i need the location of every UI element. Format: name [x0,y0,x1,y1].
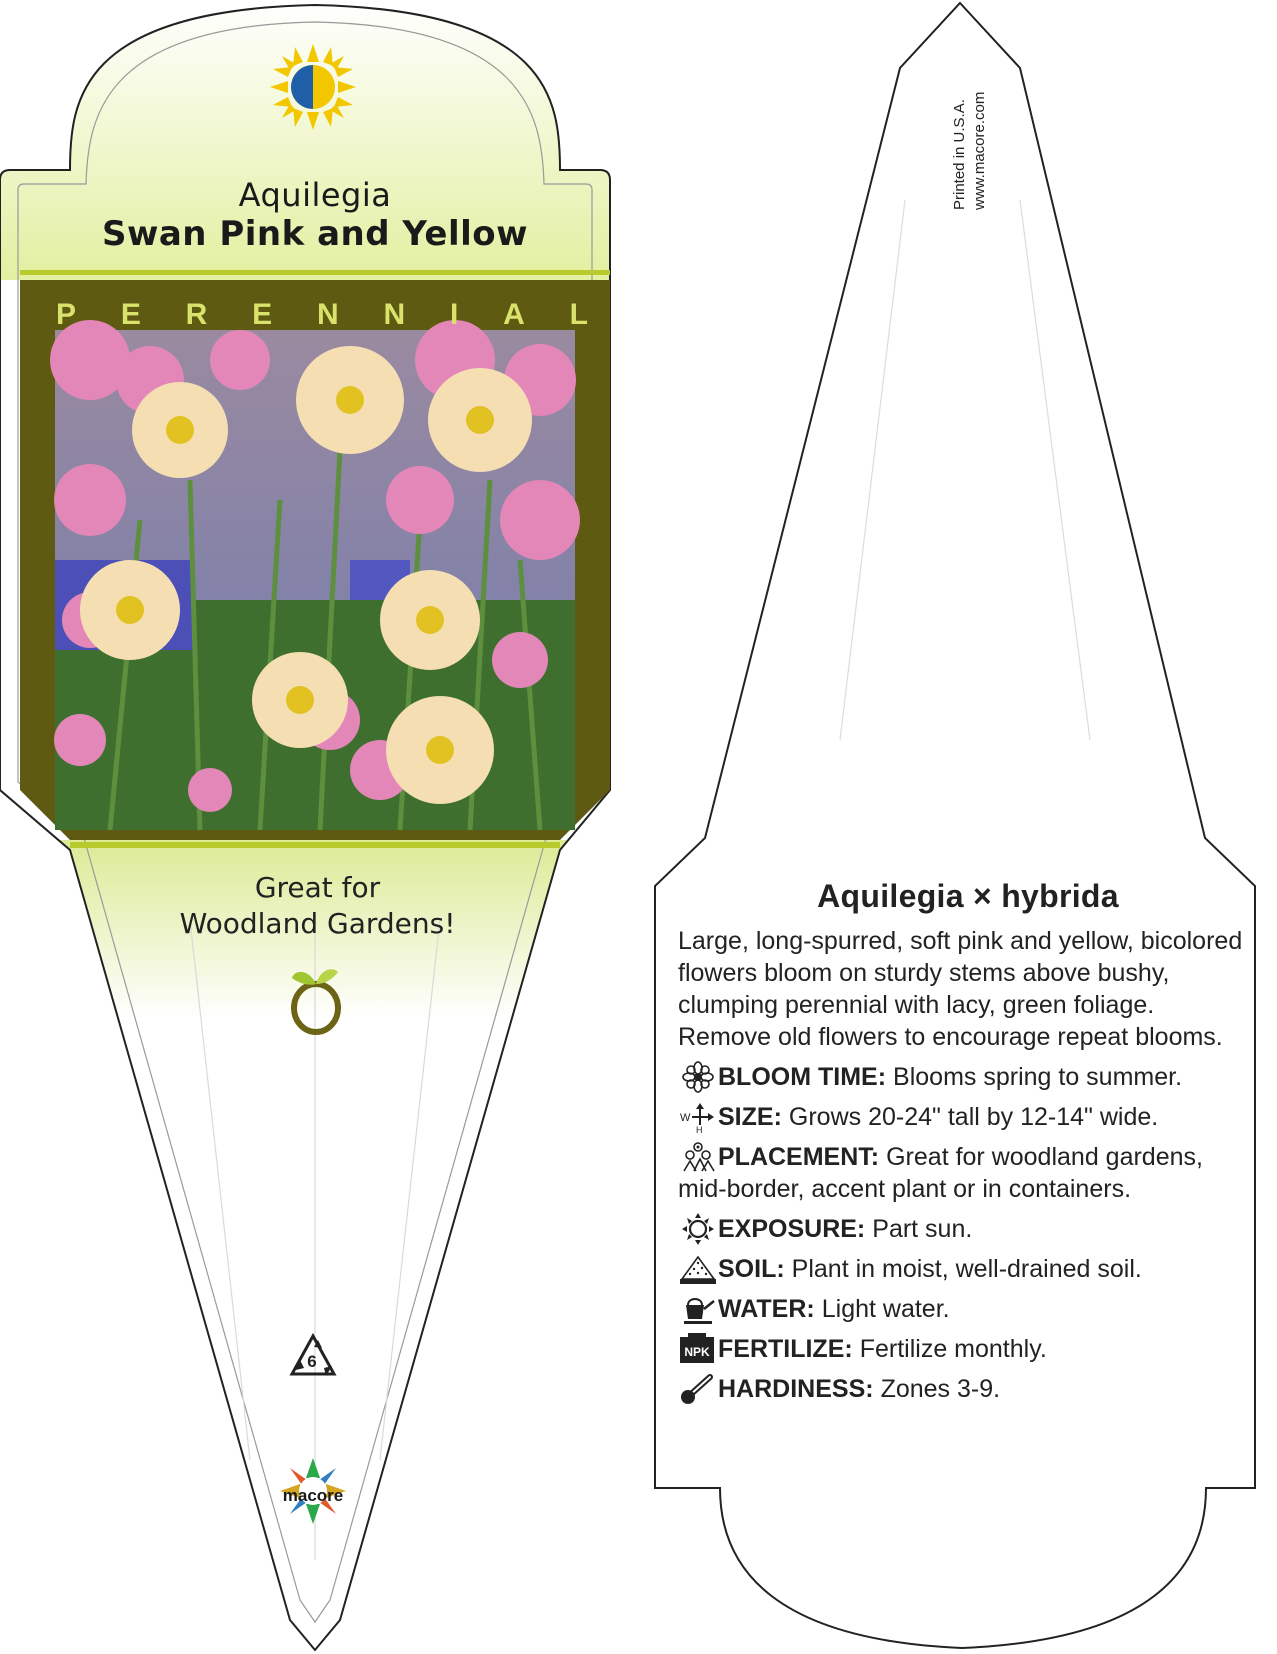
scientific-name: Aquilegia × hybrida [817,878,1119,914]
recycle-number: 6 [307,1352,317,1371]
care-label: HARDINESS: [718,1375,874,1403]
care-bloom-time [678,1061,1258,1093]
soil-icon [678,1253,718,1285]
care-text: Plant in moist, well-drained soil. [791,1255,1142,1283]
care-label: FERTILIZE: [718,1335,853,1363]
back-content [678,878,1258,1405]
plant-cultivar: Swan Pink and Yellow [101,214,529,254]
care-text: Grows 20-24" tall by 12-14" wide. [788,1103,1159,1131]
npk-icon [678,1333,718,1365]
care-text: Fertilize monthly. [859,1335,1047,1363]
care-text: Part sun. [872,1215,973,1243]
thermometer-icon [678,1373,718,1405]
care-label: SIZE: [718,1103,782,1131]
plant-genus: Aquilegia [238,176,392,214]
care-placement-continued: mid-border, accent plant or in containers. [678,1175,1132,1203]
care-soil [678,1253,1258,1285]
printed-in: Printed in U.S.A. [951,99,968,210]
care-size [678,1101,1258,1133]
care-label: SOIL: [718,1255,785,1283]
care-placement [678,1141,1258,1173]
care-label: PLACEMENT: [718,1143,880,1171]
brand-name: macore [282,1486,344,1505]
care-fertilize [678,1333,1258,1365]
printed-info [950,50,990,210]
care-label: WATER: [718,1295,815,1323]
care-label: EXPOSURE: [718,1215,866,1243]
care-label: BLOOM TIME: [718,1063,887,1091]
tagline-line-1: Great for [254,871,381,904]
category-letter: R [185,298,208,331]
care-hardiness [678,1373,1258,1405]
width-letter: W [680,1112,691,1124]
website: www.macore.com [971,91,988,210]
care-water [678,1293,1258,1325]
care-text: Zones 3-9. [880,1375,1001,1403]
size-arrows-icon [678,1101,718,1133]
care-text: Blooms spring to summer. [893,1063,1183,1091]
category-letter: N [316,298,339,331]
category-letter: A [503,298,525,331]
tagline-line-2: Woodland Gardens! [179,907,456,940]
category-letter: E [120,298,141,331]
npk-label: NPK [684,1345,710,1359]
category-letter: E [252,298,273,331]
care-text: Great for woodland gardens, [886,1143,1203,1171]
height-letter: H [696,1125,703,1133]
description: Large, long-spurred, soft pink and yellow, bicolored flowers bloom on sturdy stems above bushy, clumping perennial with lacy, green foliage. Remove old flowers to encourage repeat blooms. [678,927,1243,1051]
category-letter: L [569,298,588,331]
category-letter: N [383,298,406,331]
flower-icon [678,1061,718,1093]
category-letter: I [449,298,459,331]
care-text: Light water. [821,1295,950,1323]
category-letter: P [56,298,77,331]
sun-icon [678,1213,718,1245]
placement-icon [678,1141,718,1173]
watering-can-icon [678,1293,718,1325]
care-exposure [678,1213,1258,1245]
